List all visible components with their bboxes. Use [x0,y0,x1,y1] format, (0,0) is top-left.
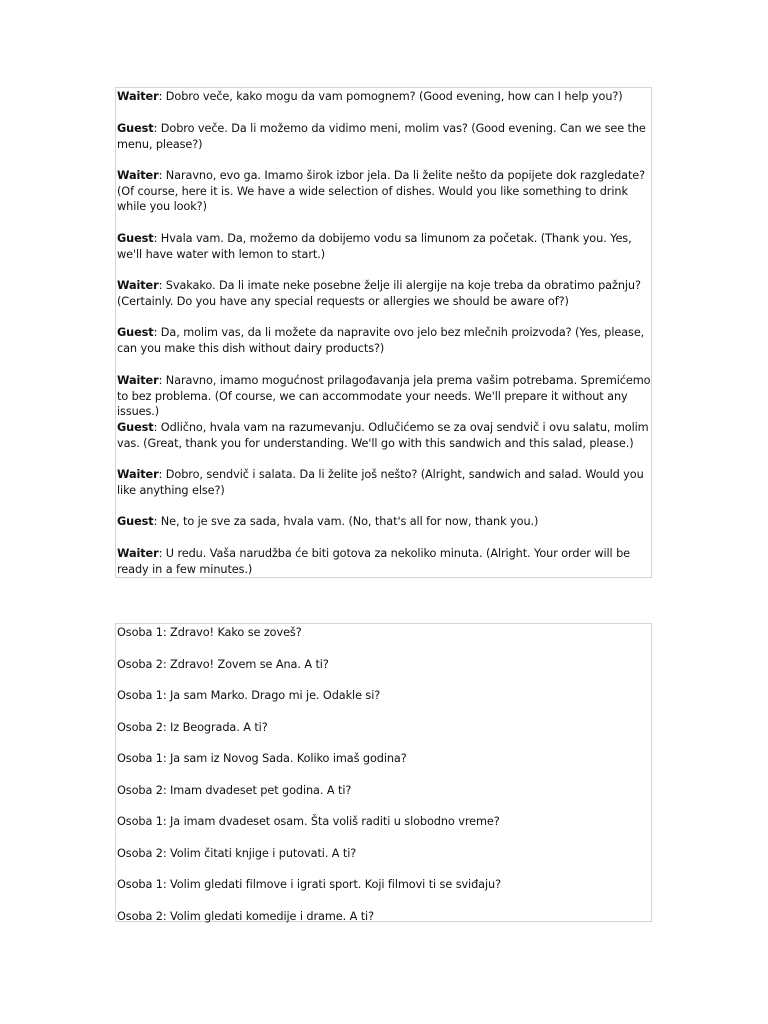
dialogue-line [117,121,651,152]
line-text: : Dobro veče, kako mogu da vam pomognem? (Good evening, how can I help you?) [158,90,623,103]
dialogue-line: Osoba 2: Volim čitati knjige i putovati. A ti? [117,847,357,860]
dialogue-line: Osoba 2: Volim gledati komedije i drame. A ti? [117,910,374,923]
speaker-label: Guest [117,232,154,245]
dialogue-line [117,514,651,530]
speaker-label: Waiter [117,468,159,481]
dialogue-line: Osoba 1: Ja imam dvadeset osam. Šta voliš raditi u slobodno vreme? [117,815,500,828]
line-text: : Ne, to je sve za sada, hvala vam. (No, that's all for now, thank you.) [153,515,539,528]
line-text: : Naravno, imamo mogućnost prilagođavanja jela prema vašim potrebama. Spremićemo to bez problema. (Of course, we can accommodate your needs. We'll prepare it without any issues.) [117,374,651,418]
speaker-label: Guest [117,515,154,528]
dialogue-line: Osoba 2: Iz Beograda. A ti? [117,721,268,734]
speaker-label: Waiter [117,279,159,292]
speaker-label: Waiter [117,90,159,103]
line-text: : Odlično, hvala vam na razumevanju. Odlučićemo se za ovaj sendvič i ovu salatu, molim vas. (Great, thank you for understanding. We'll go with this sandwich and this salad, please.) [117,421,649,450]
line-text: : Dobro, sendvič i salata. Da li želite još nešto? (Alright, sandwich and salad. Would you like anything else?) [117,468,644,497]
speaker-label: Waiter [117,374,159,387]
dialogue-line: Osoba 2: Imam dvadeset pet godina. A ti? [117,784,352,797]
speaker-label: Guest [117,421,154,434]
dialogue-line: Osoba 1: Ja sam iz Novog Sada. Koliko imaš godina? [117,752,407,765]
dialogue-line: Osoba 1: Zdravo! Kako se zoveš? [117,626,302,639]
speaker-label: Waiter [117,547,159,560]
dialogue-line [117,546,651,577]
dialogue-line: Osoba 1: Volim gledati filmove i igrati sport. Koji filmovi ti se sviđaju? [117,878,501,891]
restaurant-dialogue-box [115,87,652,578]
dialogue-line [117,231,651,262]
dialogue-line [117,373,651,420]
line-text: : Svakako. Da li imate neke posebne želje ili alergije na koje treba da obratimo pažnju? (Certainly. Do you have any special requests or allergies we should be aware of?) [117,279,641,308]
dialogue-line [117,467,651,498]
speaker-label: Guest [117,326,154,339]
dialogue-line [117,168,651,215]
line-text: : U redu. Vaša narudžba će biti gotova za nekoliko minuta. (Alright. Your order will be ready in a few minutes.) [117,547,631,576]
dialogue-line: Osoba 1: Ja sam Marko. Drago mi je. Odakle si? [117,689,381,702]
intro-dialogue-box [115,623,652,922]
dialogue-line [117,278,651,309]
dialogue-line [117,89,651,105]
line-text: : Da, molim vas, da li možete da napravite ovo jelo bez mlečnih proizvoda? (Yes, please, can you make this dish without dairy products?) [117,326,645,355]
line-text: : Hvala vam. Da, možemo da dobijemo vodu sa limunom za početak. (Thank you. Yes, we'll have water with lemon to start.) [117,232,632,261]
dialogue-line: Osoba 2: Zdravo! Zovem se Ana. A ti? [117,658,329,671]
speaker-label: Guest [117,122,154,135]
dialogue-line [117,420,651,451]
line-text: : Dobro veče. Da li možemo da vidimo meni, molim vas? (Good evening. Can we see the menu, please?) [117,122,646,151]
speaker-label: Waiter [117,169,159,182]
line-text: : Naravno, evo ga. Imamo širok izbor jela. Da li želite nešto da popijete dok razgledate? (Of course, here it is. We have a wide selection of dishes. Would you like something to drink while you look?) [117,169,646,213]
dialogue-line [117,325,651,356]
